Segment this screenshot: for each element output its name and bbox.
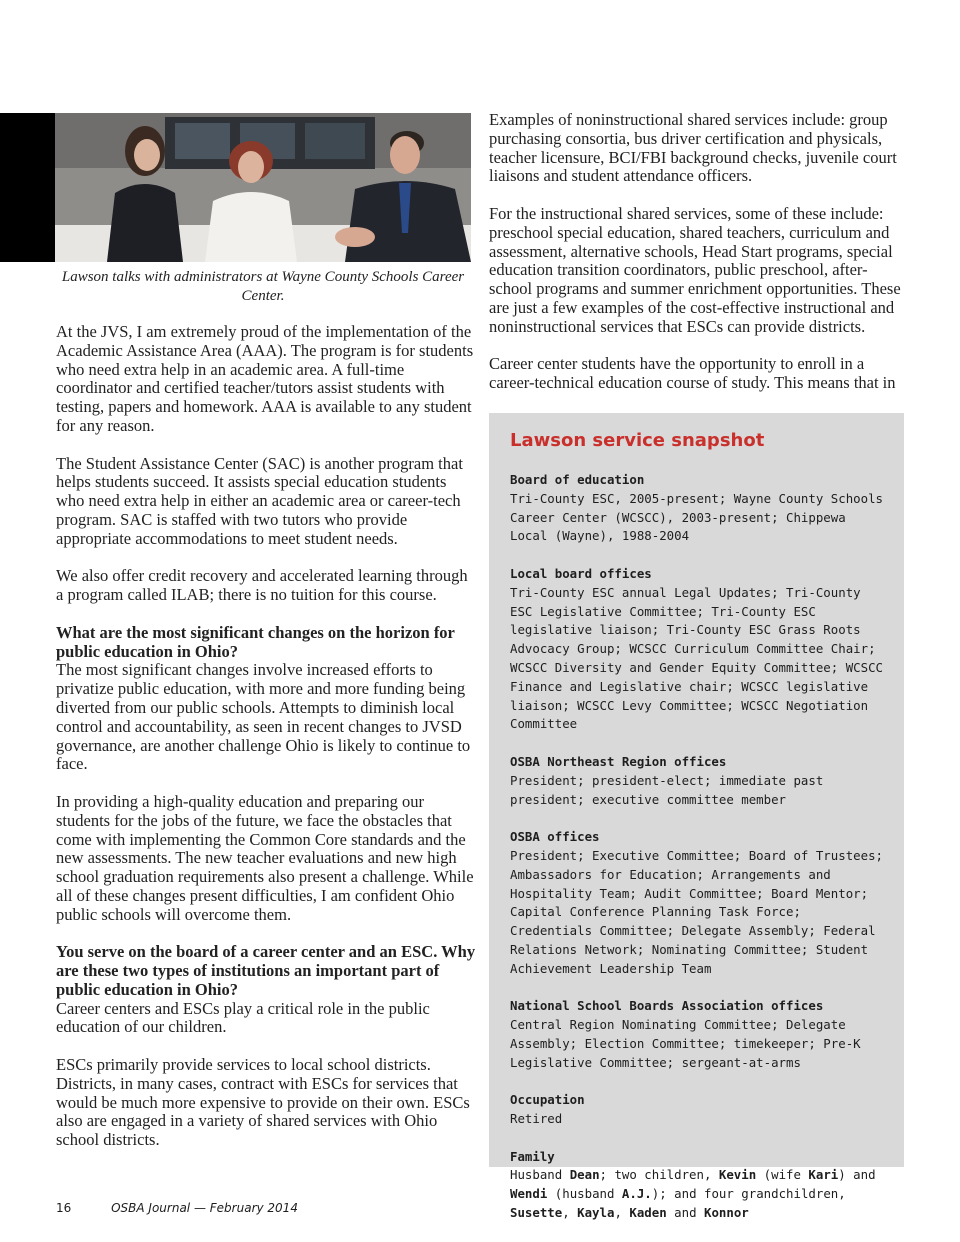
sidebar-title: Lawson service snapshot: [510, 430, 765, 451]
page-footer: [56, 1201, 298, 1215]
section-heading: OSBA offices: [510, 829, 600, 845]
right-column: [489, 111, 909, 412]
answer-text: The most significant changes involve increased efforts to privatize public education, with more and more funding being diverted from our public schools. Attempts to diminish local control and accountability, as seen in recent changes to JVSD governance, are another challenge Ohio is likely to continue to face.: [56, 660, 471, 774]
qa-block: [56, 624, 476, 774]
page-edge-tab: [0, 113, 55, 262]
paragraph: We also offer credit recovery and accelerated learning through a program called ILAB; there is no tuition for this course.: [56, 566, 468, 605]
section-text: President; Executive Committee; Board of Trustees; Ambassadors for Education; Arrangements and Hospitality Team; Audit Committee; Board Mentor; Capital Conference Planning Task Force; Credentials Committee; Delegate Assembly; Federal Relations Network; Nominating Committee; Student Achievement Leadership Team: [510, 847, 883, 976]
paragraph: ESCs primarily provide services to local school districts. Districts, in many cases, contract with ESCs for services that would be much more expensive to provide on their own. ESCs also are engaged in a variety of shared services with Ohio school districts.: [56, 1055, 470, 1150]
text-fragment: ) and: [838, 1167, 876, 1183]
section-heading: Local board offices: [510, 565, 652, 581]
question-heading: What are the most significant changes on the horizon for public education in Ohio?: [56, 622, 455, 661]
family-name: Dean: [569, 1167, 600, 1183]
text-fragment: and: [666, 1205, 704, 1221]
left-column: [56, 323, 476, 1169]
service-snapshot-sidebar: [489, 413, 904, 1221]
family-name: Kari: [808, 1167, 839, 1183]
text-fragment: ; two children,: [599, 1167, 719, 1183]
text-fragment: ); and four grandchildren,: [651, 1186, 846, 1202]
answer-text: Career centers and ESCs play a critical role in the public education of our children.: [56, 998, 430, 1037]
text-fragment: ,: [614, 1205, 630, 1221]
paragraph: Examples of noninstructional shared services include: group purchasing consortia, bus driver certification and physicals, teacher licensure, BCI/FBI background checks, juvenile court liaisons and student attendance officers.: [489, 110, 897, 186]
photo-caption: Lawson talks with administrators at Wayne County Schools Career Center.: [61, 269, 465, 304]
paragraph: For the instructional shared services, some of these include: preschool special education, shared teachers, curriculum and assessment, alternative schools, Head Start programs, special education transition coordinators, public preschool, after-school programs and summer enrichment opportunities. These are just a few examples of the cost-effective instructional and noninstructional services that ESCs can provide districts.: [489, 203, 901, 336]
family-name: Kayla: [577, 1205, 615, 1221]
sidebar-section-occupation: [510, 1091, 883, 1129]
section-text: Tri-County ESC, 2005-present; Wayne County Schools Career Center (WCSCC), 2003-present; Chippewa Local (Wayne), 1988-2004: [510, 490, 883, 544]
sidebar-section-osba-northeast: [510, 753, 883, 809]
section-text: Central Region Nominating Committee; Delegate Assembly; Election Committee; timekeeper; Pre-K Legislative Committee; sergeant-at-arms: [510, 1017, 861, 1070]
qa-block: [56, 943, 476, 1037]
section-text: [510, 1166, 883, 1222]
section-text: Retired: [510, 1111, 563, 1127]
family-name: Kevin: [718, 1167, 757, 1183]
section-heading: Occupation: [510, 1092, 585, 1108]
sidebar-section-family: [510, 1148, 883, 1223]
paragraph: At the JVS, I am extremely proud of the implementation of the Academic Assistance Area (AAA). The program is for students who need extra help in an academic area. A full-time coordinator and certified teacher/tutors assist students with testing, papers and homework. AAA is available to any student for any reason.: [56, 322, 474, 435]
section-text: Tri-County ESC annual Legal Updates; Tri-County ESC Legislative Committee; Tri-County ESC legislative liaison; Tri-County ESC Grass Roots Advocacy Group; WCSCC Curriculum Committee Chair; WCSCC Diversity and Gender Equity Committee; WCSCC Finance and Legislative chair; WCSCC legislative liaison; WCSCC Levy Committee; WCSCC Negotiation Committee: [510, 584, 883, 732]
section-heading: OSBA Northeast Region offices: [510, 753, 727, 769]
paragraph: Career center students have the opportunity to enroll in a career-technical education course of study. This means that in: [489, 354, 896, 393]
paragraph: In providing a high-quality education and preparing our students for the jobs of the future, we face the obstacles that come with implementing the Common Core standards and the new assessments. The new teacher evaluations and new high school graduation requirements also present a challenge. While all of these changes present difficulties, I am confident Ohio public schools will overcome them.: [56, 791, 474, 924]
section-text: President; president-elect; immediate past president; executive committee member: [510, 772, 824, 807]
family-name: Wendi: [510, 1186, 548, 1202]
article-photo: [55, 113, 471, 262]
sidebar-section-board-of-education: [510, 471, 883, 546]
family-name: A.J.: [621, 1186, 652, 1202]
page-number: 16: [56, 1201, 72, 1215]
sidebar-section-local-board-offices: [510, 565, 883, 734]
text-fragment: (wife: [756, 1167, 809, 1183]
section-heading: Family: [510, 1148, 555, 1164]
journal-title: OSBA Journal — February 2014: [111, 1201, 298, 1215]
text-fragment: (husband: [547, 1186, 622, 1202]
text-fragment: ,: [562, 1205, 578, 1221]
section-heading: National School Boards Association offices: [510, 998, 824, 1014]
question-heading: You serve on the board of a career center and an ESC. Why are these two types of institutions an important part of public education in Ohio?: [56, 942, 476, 999]
sidebar-section-osba-offices: [510, 828, 883, 978]
text-fragment: Husband: [510, 1167, 570, 1183]
family-name: Susette: [510, 1205, 563, 1221]
family-name: Kaden: [629, 1205, 667, 1221]
section-heading: Board of education: [510, 472, 645, 487]
paragraph: The Student Assistance Center (SAC) is another program that helps students succeed. It assists special education students who need extra help in either an academic area or career-tech program. SAC is staffed with two tutors who provide appropriate accommodations to meet student needs.: [56, 453, 463, 548]
sidebar-section-nsba-offices: [510, 997, 883, 1072]
family-name: Konnor: [704, 1205, 749, 1221]
